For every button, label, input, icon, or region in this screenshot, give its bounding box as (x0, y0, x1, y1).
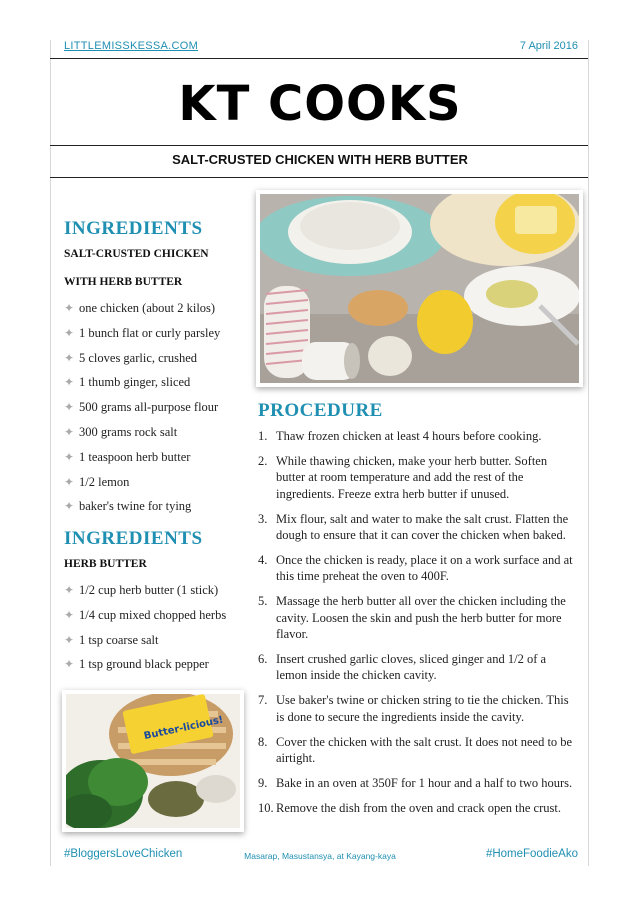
ingredient-item: ✦ 1 bunch flat or curly parsley (64, 321, 244, 346)
ingredients-subheading: HERB BUTTER (64, 558, 147, 570)
ingredients-photo-illustration (260, 194, 579, 383)
procedure-step: 5. Massage the herb butter all over the chicken including the cavity. Loosen the skin and push the herb butter for more flavor. (258, 594, 566, 642)
procedure-step: 2. While thawing chicken, make your herb butter. Soften butter at room temperature and add the rest of the ingredients. Freeze extra herb butter if unused. (258, 453, 548, 501)
header-divider (50, 58, 588, 59)
sparkle-bullet-icon: ✦ (64, 583, 75, 597)
sparkle-bullet-icon: ✦ (64, 325, 75, 340)
ingredients-photo (256, 190, 583, 387)
procedure-step: 8. Cover the chicken with the salt crust. It does not need to be airtight. (258, 734, 573, 766)
procedure-step: 9. Bake in an oven at 350F for 1 hour and a half to two hours. (258, 775, 573, 790)
procedure-step: 7. Use baker's twine or chicken string to tie the chicken. This is done to secure the ingredients inside the cavity. (258, 693, 569, 724)
ingredient-item: ✦ 300 grams rock salt (64, 420, 244, 445)
sparkle-bullet-icon: ✦ (64, 474, 75, 489)
ingredient-item: ✦ baker's twine for tying (64, 494, 244, 519)
sparkle-bullet-icon: ✦ (64, 400, 75, 415)
ingredient-item: ✦ 1/4 cup mixed chopped herbs (64, 603, 244, 628)
ingredient-item: ✦ 1/2 lemon (64, 470, 244, 495)
procedure-steps (258, 428, 578, 816)
ingredient-item: ✦ 1/2 cup herb butter (1 stick) (64, 578, 244, 603)
publish-date: 7 April 2016 (519, 40, 578, 52)
herb-butter-photo (62, 690, 244, 832)
ingredients-heading: INGREDIENTS (64, 528, 203, 549)
sparkle-bullet-icon: ✦ (64, 657, 75, 672)
recipe-title: SALT-CRUSTED CHICKEN WITH HERB BUTTER (172, 152, 468, 167)
sparkle-bullet-icon: ✦ (64, 607, 75, 622)
procedure-step: 3. Mix flour, salt and water to make the salt crust. Flatten the dough to ensure that it can cover the chicken when baked. (258, 511, 569, 543)
ingredient-list (64, 578, 244, 677)
footer-hashtag-left[interactable]: #BloggersLoveChicken (64, 848, 183, 860)
ingredient-list (64, 296, 244, 519)
ingredient-item: ✦ 1 thumb ginger, sliced (64, 370, 244, 395)
procedure-heading: PROCEDURE (258, 400, 383, 421)
sparkle-bullet-icon: ✦ (64, 499, 75, 514)
ingredient-item: ✦ 1 tsp coarse salt (64, 628, 244, 653)
procedure-step: 4. Once the chicken is ready, place it on a work surface and at this time preheat the oven to 400F. (258, 552, 573, 584)
title-divider (50, 145, 588, 146)
ingredients-subheading: WITH HERB BUTTER (64, 276, 183, 288)
footer-tagline: Masarap, Masustansya, at Kayang-kaya (244, 851, 396, 861)
herb-butter-photo-illustration (66, 694, 240, 828)
butter-pack-label: Butter-licious! (142, 714, 225, 743)
page-title: KT COOKS (178, 76, 462, 132)
site-link[interactable]: LITTLEMISSKESSA.COM (64, 40, 199, 52)
ingredient-item: ✦ 500 grams all-purpose flour (64, 395, 244, 420)
procedure-section (258, 400, 578, 824)
sparkle-bullet-icon: ✦ (64, 449, 75, 464)
ingredients-subheading: SALT-CRUSTED CHICKEN (64, 248, 209, 260)
ingredient-item: ✦ 5 cloves garlic, crushed (64, 346, 244, 371)
ingredients-heading: INGREDIENTS (64, 218, 203, 239)
ingredient-item: ✦ one chicken (about 2 kilos) (64, 296, 244, 321)
ingredients-butter-section (64, 528, 244, 677)
ingredient-item: ✦ 1 teaspoon herb butter (64, 445, 244, 470)
procedure-step: 6. Insert crushed garlic cloves, sliced ginger and 1/2 of a lemon inside the chicken cavity. (258, 651, 547, 683)
procedure-step: 10. Remove the dish from the oven and crack open the crust. (258, 800, 561, 815)
subtitle-divider (50, 177, 588, 178)
sparkle-bullet-icon: ✦ (64, 632, 75, 647)
sparkle-bullet-icon: ✦ (64, 350, 75, 365)
sparkle-bullet-icon: ✦ (64, 301, 75, 315)
sparkle-bullet-icon: ✦ (64, 375, 75, 390)
ingredients-main-section (64, 218, 244, 519)
procedure-step: 1. Thaw frozen chicken at least 4 hours before cooking. (258, 429, 542, 443)
sparkle-bullet-icon: ✦ (64, 424, 75, 439)
footer-hashtag-right[interactable]: #HomeFoodieAko (485, 848, 578, 860)
ingredient-item: ✦ 1 tsp ground black pepper (64, 652, 244, 677)
